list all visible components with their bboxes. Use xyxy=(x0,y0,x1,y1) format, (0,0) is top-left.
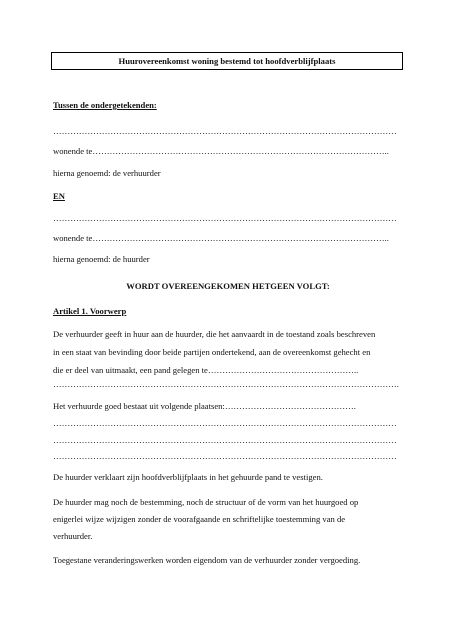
alterations-statement: Toegestane veranderingswerken worden eigendom van de verhuurder zonder vergoeding. xyxy=(53,555,361,565)
modification-paragraph-line: enigerlei wijze wijzigen zonder de voorafgaande en schriftelijke toestemming van de xyxy=(53,514,346,524)
places-line: ………………………………………………………………………………………………………… xyxy=(53,451,397,461)
tenant-name-field: ………………………………………………………………………………………………………… xyxy=(53,213,397,223)
article-1-heading: Artikel 1. Voorwerp xyxy=(53,306,127,316)
article-1-paragraph-line: De verhuurder geeft in huur aan de huurder, die het aanvaardt in de toestand zoals beschreven xyxy=(53,329,376,339)
article-1-paragraph-line: die er deel van uitmaakt, een pand gelegen te…………………………………………….. xyxy=(53,365,359,375)
agreed-heading: WORDT OVEREENGEKOMEN HETGEEN VOLGT: xyxy=(126,281,330,291)
places-line: Het verhuurde goed bestaat uit volgende plaatsen:………………………………………. xyxy=(53,401,356,411)
landlord-role: hierna genoemd: de verhuurder xyxy=(53,168,161,178)
modification-paragraph-line: verhuurder. xyxy=(53,531,93,541)
main-residence-statement: De huurder verklaart zijn hoofdverblijfplaats in het gehuurde pand te vestigen. xyxy=(53,472,323,482)
article-1-paragraph-line: in een staat van bevinding door beide partijen ondertekend, aan de overeenkomst gehecht en xyxy=(53,347,371,357)
tenant-address-field: wonende te………………………………………………………………………………………….. xyxy=(53,233,389,243)
places-line: ………………………………………………………………………………………………………… xyxy=(53,418,397,428)
modification-paragraph-line: De huurder mag noch de bestemming, noch de structuur of de vorm van het huurgoed op xyxy=(53,497,359,507)
landlord-name-field: ………………………………………………………………………………………………………… xyxy=(53,126,397,136)
tenant-role: hierna genoemd: de huurder xyxy=(53,254,150,264)
and-separator: EN xyxy=(53,191,65,201)
article-1-paragraph-line: …………………………………………………………………………………………………………. xyxy=(53,379,399,389)
places-line: ………………………………………………………………………………………………………… xyxy=(53,435,397,445)
document-title: Huurovereenkomst woning bestemd tot hoofdverblijfplaats xyxy=(51,52,403,70)
landlord-address-field: wonende te………………………………………………………………………………………….. xyxy=(53,146,389,156)
parties-heading: Tussen de ondergetekenden: xyxy=(53,100,157,110)
